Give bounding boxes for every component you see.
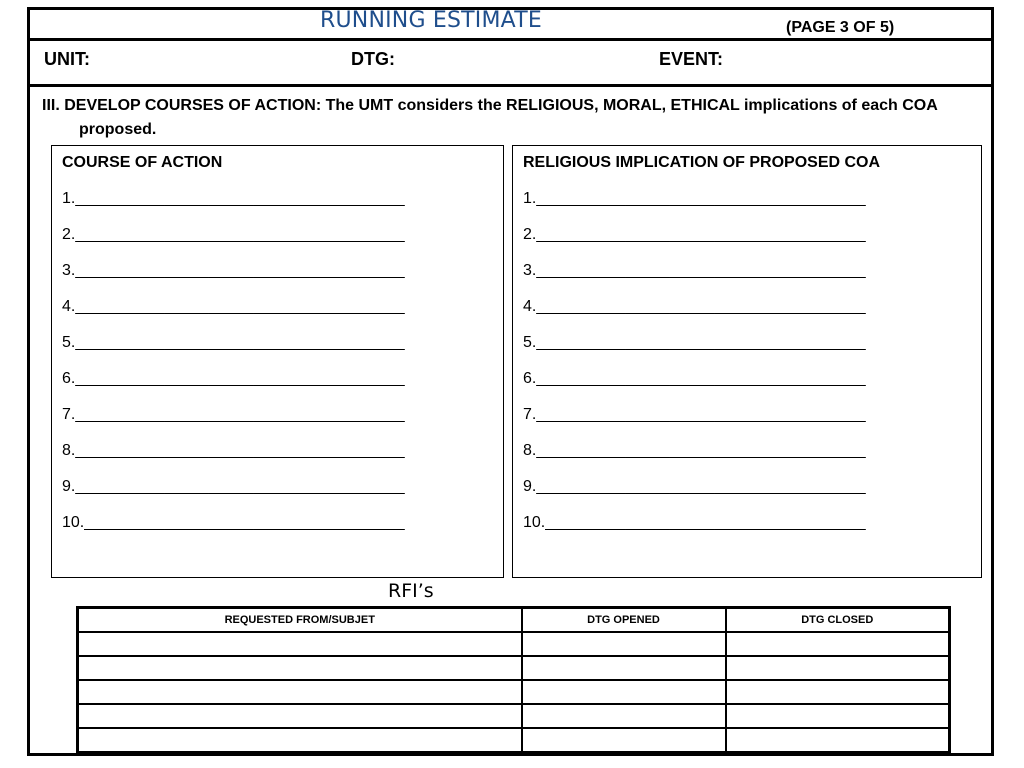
religious-line-5[interactable]: 5._____________________________________ — [523, 334, 866, 351]
rfi-row — [78, 656, 950, 680]
rfi-cell-dtg-opened[interactable] — [522, 728, 726, 753]
rfi-cell-dtg-opened[interactable] — [522, 632, 726, 656]
rfi-col-requested-from: REQUESTED FROM/SUBJET — [78, 608, 522, 633]
rfi-cell-dtg-closed[interactable] — [726, 704, 950, 728]
religious-line-6[interactable]: 6._____________________________________ — [523, 370, 866, 387]
religious-box — [512, 145, 982, 578]
coa-line-10[interactable]: 10.____________________________________ — [62, 514, 405, 531]
religious-line-7[interactable]: 7._____________________________________ — [523, 406, 866, 423]
coa-line-3[interactable]: 3._____________________________________ — [62, 262, 405, 279]
coa-line-7[interactable]: 7._____________________________________ — [62, 406, 405, 423]
rfi-row — [78, 632, 950, 656]
rfi-cell-dtg-opened[interactable] — [522, 680, 726, 704]
coa-line-9[interactable]: 9._____________________________________ — [62, 478, 405, 495]
religious-line-2[interactable]: 2._____________________________________ — [523, 226, 866, 243]
coa-line-6[interactable]: 6._____________________________________ — [62, 370, 405, 387]
religious-column-title: RELIGIOUS IMPLICATION OF PROPOSED COA — [523, 154, 881, 171]
section-heading-line1: III. DEVELOP COURSES OF ACTION: The UMT considers the RELIGIOUS, MORAL, ETHICAL implications of each COA — [42, 97, 938, 114]
coa-line-1[interactable]: 1._____________________________________ — [62, 190, 405, 207]
religious-line-10[interactable]: 10.____________________________________ — [523, 514, 866, 531]
coa-line-5[interactable]: 5._____________________________________ — [62, 334, 405, 351]
rfi-row — [78, 728, 950, 753]
rfi-cell-requested-from[interactable] — [78, 680, 522, 704]
religious-line-3[interactable]: 3._____________________________________ — [523, 262, 866, 279]
rfi-cell-dtg-closed[interactable] — [726, 632, 950, 656]
form-title: RUNNING ESTIMATE — [320, 8, 542, 33]
rfi-cell-requested-from[interactable] — [78, 704, 522, 728]
religious-line-9[interactable]: 9._____________________________________ — [523, 478, 866, 495]
rfi-cell-requested-from[interactable] — [78, 728, 522, 753]
rfi-col-dtg-opened: DTG OPENED — [522, 608, 726, 633]
coa-line-8[interactable]: 8._____________________________________ — [62, 442, 405, 459]
rfi-cell-dtg-closed[interactable] — [726, 656, 950, 680]
coa-line-4[interactable]: 4._____________________________________ — [62, 298, 405, 315]
religious-line-4[interactable]: 4._____________________________________ — [523, 298, 866, 315]
section-heading-line2: proposed. — [79, 121, 157, 138]
rfi-row — [78, 680, 950, 704]
rfi-col-dtg-closed: DTG CLOSED — [726, 608, 950, 633]
coa-line-2[interactable]: 2._____________________________________ — [62, 226, 405, 243]
header-divider-bottom — [27, 84, 994, 87]
rfi-cell-requested-from[interactable] — [78, 632, 522, 656]
event-label: EVENT: — [659, 49, 724, 69]
rfi-cell-requested-from[interactable] — [78, 656, 522, 680]
page-indicator: (PAGE 3 OF 5) — [786, 19, 895, 36]
rfi-cell-dtg-opened[interactable] — [522, 704, 726, 728]
rfi-cell-dtg-opened[interactable] — [522, 656, 726, 680]
rfi-title: RFI’s — [388, 580, 434, 602]
religious-line-8[interactable]: 8._____________________________________ — [523, 442, 866, 459]
coa-box — [51, 145, 504, 578]
coa-column-title: COURSE OF ACTION — [62, 154, 223, 171]
rfi-header-row — [78, 608, 950, 633]
rfi-table — [76, 606, 951, 754]
header-divider-top — [27, 38, 994, 41]
section-heading — [42, 94, 982, 142]
rfi-cell-dtg-closed[interactable] — [726, 680, 950, 704]
unit-label: UNIT: — [44, 49, 90, 69]
rfi-row — [78, 704, 950, 728]
dtg-label: DTG: — [351, 49, 395, 69]
religious-line-1[interactable]: 1._____________________________________ — [523, 190, 866, 207]
rfi-cell-dtg-closed[interactable] — [726, 728, 950, 753]
